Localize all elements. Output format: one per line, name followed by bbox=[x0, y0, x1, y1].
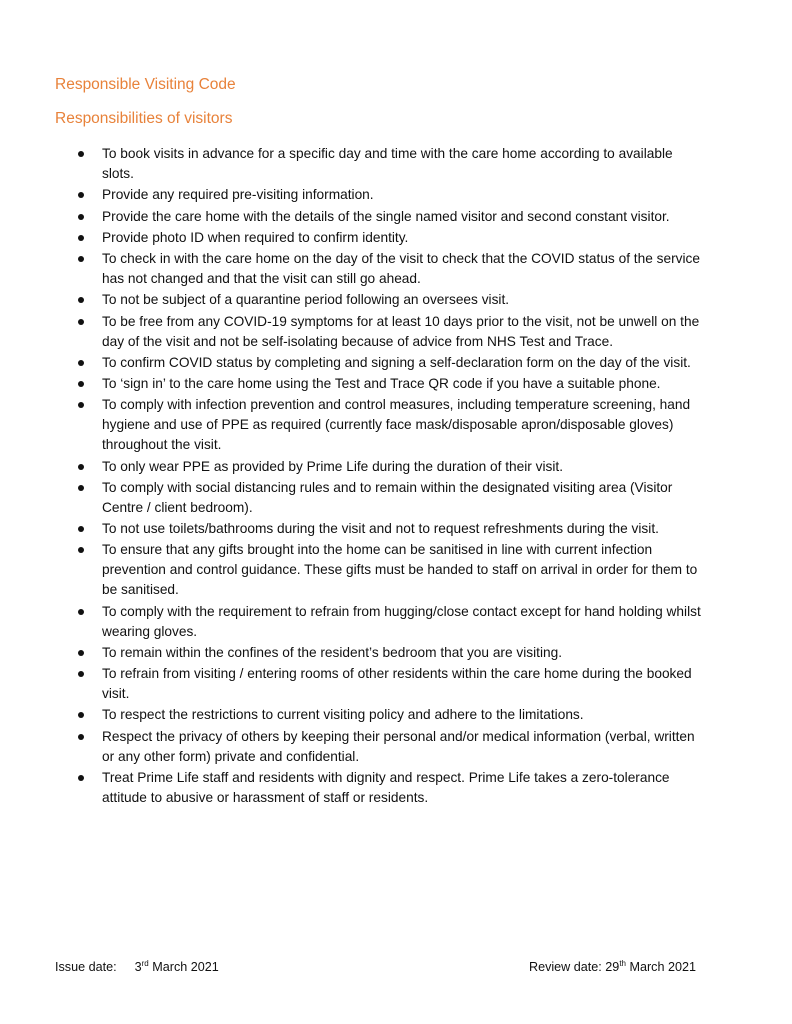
list-item-text: To not use toilets/bathrooms during the visit and not to request refreshments during the visit. bbox=[102, 521, 659, 536]
issue-date-rest: March 2021 bbox=[148, 960, 219, 974]
issue-date-label: Issue date: bbox=[55, 960, 117, 974]
list-item-text: To comply with infection prevention and control measures, including temperature screening, hand hygiene and use of PPE as required (currently face mask/disposable apron/disposable gloves) throughout the visit. bbox=[102, 397, 691, 453]
responsibilities-list bbox=[55, 144, 705, 809]
page-title: Responsible Visiting Code bbox=[55, 76, 236, 93]
bullet-icon bbox=[78, 775, 84, 781]
list-item-text: To respect the restrictions to current visiting policy and adhere to the limitations. bbox=[102, 707, 584, 723]
bullet-icon bbox=[78, 297, 84, 303]
list-item-text: To comply with the requirement to refrain from hugging/close contact except for hand holding whilst wearing gloves. bbox=[102, 603, 701, 639]
list-item-text: Respect the privacy of others by keeping their personal and/or medical information (verbal, written or any other form) private and confidential. bbox=[102, 728, 695, 764]
list-item-text: To remain within the confines of the resident’s bedroom that you are visiting. bbox=[102, 644, 563, 660]
list-item bbox=[55, 395, 705, 455]
bullet-icon bbox=[78, 485, 84, 491]
list-item bbox=[55, 185, 705, 205]
issue-date-day: 3 bbox=[134, 960, 142, 974]
review-date-suffix: th bbox=[619, 959, 626, 968]
list-item-text: To not be subject of a quarantine period following an oversees visit. bbox=[102, 292, 510, 308]
list-item bbox=[55, 643, 705, 663]
list-item-text: To ensure that any gifts brought into the home can be sanitised in line with current infection prevention and control guidance. These gifts must be handed to staff on arrival in order for them to be sanitised. bbox=[102, 542, 698, 598]
list-item-text: To confirm COVID status by completing and signing a self-declaration form on the day of the visit. bbox=[102, 354, 691, 370]
list-item bbox=[55, 540, 705, 600]
list-item-text: Provide any required pre-visiting information. bbox=[102, 187, 374, 203]
section-heading: Responsibilities of visitors bbox=[55, 110, 233, 127]
review-date-rest: March 2021 bbox=[625, 960, 696, 974]
list-item bbox=[55, 290, 705, 310]
bullet-icon bbox=[78, 464, 84, 470]
list-item bbox=[55, 353, 705, 373]
bullet-icon bbox=[78, 256, 84, 262]
list-item bbox=[55, 664, 705, 704]
list-item-text: Provide photo ID when required to confirm identity. bbox=[102, 229, 409, 245]
list-item-text: To refrain from visiting / entering rooms of other residents within the care home during the booked visit. bbox=[102, 666, 692, 701]
bullet-icon bbox=[78, 671, 84, 677]
bullet-icon bbox=[78, 526, 84, 532]
list-item bbox=[55, 312, 705, 352]
issue-date bbox=[55, 960, 219, 974]
list-item bbox=[55, 144, 705, 184]
list-item-text: Treat Prime Life staff and residents with dignity and respect. Prime Life takes a zero-tolerance attitude to abusive or harassment of staff or residents. bbox=[102, 769, 670, 805]
list-item bbox=[55, 478, 705, 518]
list-item-text: To book visits in advance for a specific day and time with the care home according to available slots. bbox=[102, 146, 673, 181]
list-item-text: To be free from any COVID-19 symptoms for at least 10 days prior to the visit, not be unwell on the day of the visit and not be self-isolating because of advice from NHS Test and Trace. bbox=[102, 313, 700, 349]
bullet-icon bbox=[78, 609, 84, 615]
list-item bbox=[55, 207, 705, 227]
list-item bbox=[55, 705, 705, 725]
bullet-icon bbox=[78, 712, 84, 718]
bullet-icon bbox=[78, 319, 84, 325]
bullet-icon bbox=[78, 192, 84, 198]
bullet-icon bbox=[78, 235, 84, 241]
list-item-text: To comply with social distancing rules and to remain within the designated visiting area (Visitor Centre / client bedroom). bbox=[102, 479, 673, 515]
bullet-icon bbox=[78, 214, 84, 220]
list-item bbox=[55, 228, 705, 248]
bullet-icon bbox=[78, 360, 84, 366]
bullet-icon bbox=[78, 650, 84, 656]
list-item bbox=[55, 768, 705, 808]
list-item bbox=[55, 602, 705, 642]
list-item-text: To ‘sign in’ to the care home using the Test and Trace QR code if you have a suitable phone. bbox=[102, 376, 661, 391]
list-item-text: To only wear PPE as provided by Prime Life during the duration of their visit. bbox=[102, 458, 564, 474]
list-item-text: Provide the care home with the details of the single named visitor and second constant visitor. bbox=[102, 208, 670, 224]
list-item bbox=[55, 374, 705, 394]
list-item bbox=[55, 457, 705, 477]
review-date bbox=[529, 960, 696, 974]
list-item-text: To check in with the care home on the day of the visit to check that the COVID status of the service has not changed and that the visit can still go ahead. bbox=[102, 251, 700, 286]
list-item bbox=[55, 727, 705, 767]
review-date-label: Review date: bbox=[528, 960, 606, 974]
bullet-icon bbox=[78, 734, 84, 740]
issue-date-suffix: rd bbox=[141, 959, 149, 968]
bullet-icon bbox=[78, 547, 84, 553]
bullet-icon bbox=[78, 402, 84, 408]
bullet-icon bbox=[78, 381, 84, 387]
list-item bbox=[55, 249, 705, 289]
bullet-icon bbox=[78, 151, 84, 157]
list-item bbox=[55, 519, 705, 539]
review-date-day: 29 bbox=[605, 960, 620, 974]
